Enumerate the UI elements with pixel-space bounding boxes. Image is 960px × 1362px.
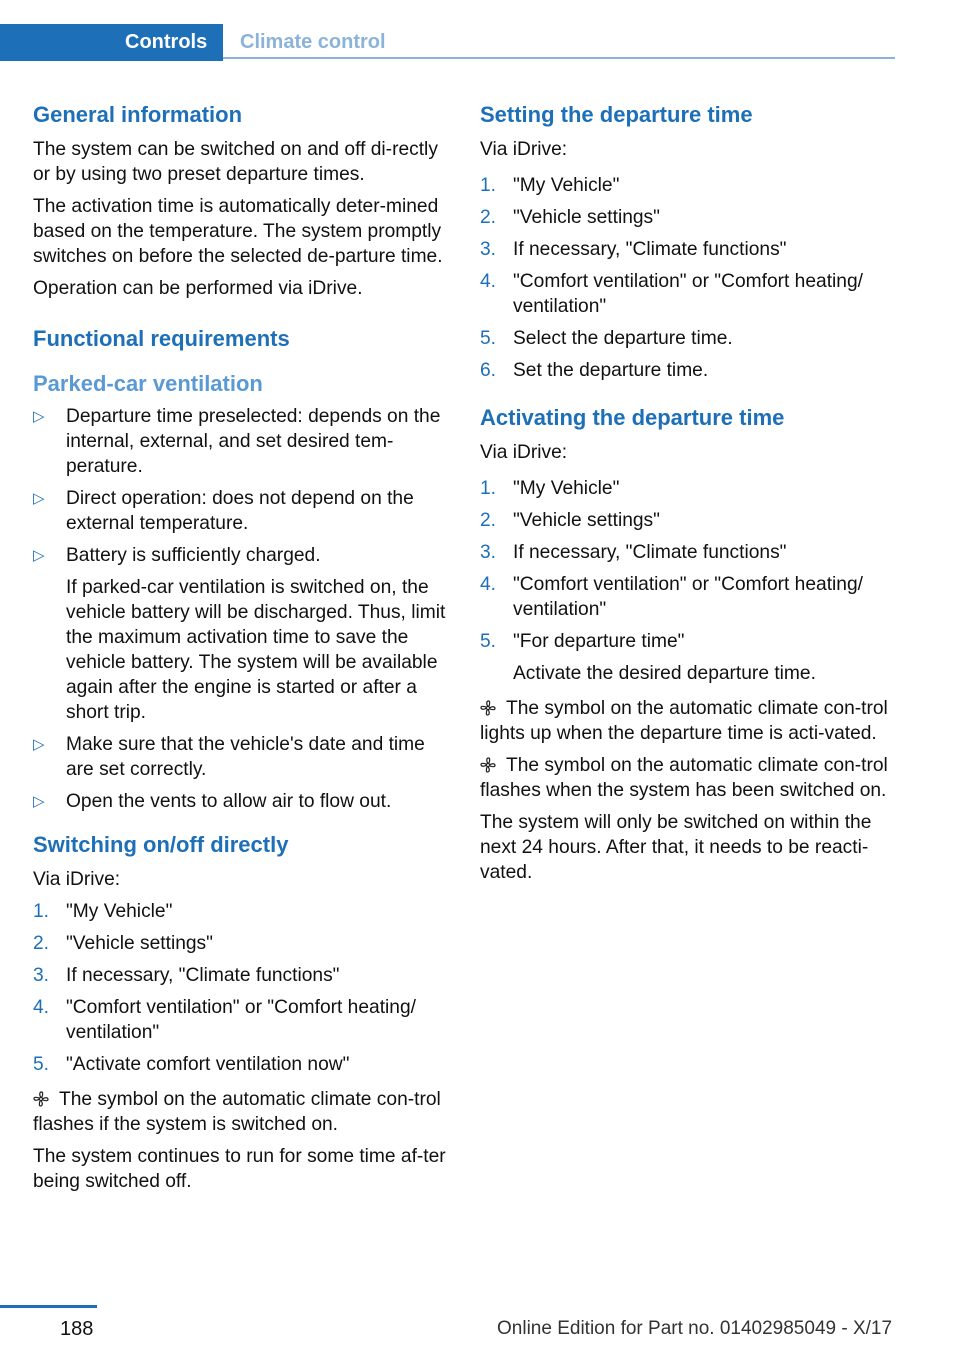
list-item: 4. "Comfort ventilation" or "Comfort heating/ ventilation" [480,271,863,317]
list-item: 5. "Activate comfort ventilation now" [33,1054,350,1075]
page-number: 188 [60,1318,94,1340]
list-item: ▷ Battery is sufficiently charged. If parked-car ventilation is switched on, the vehicle battery will be discharged. Thus, limit the maximum activation time to save the vehicle battery. The system will be available again after the engine is started or after a short trip. [33,543,453,725]
icon-note-lights-up: The symbol on the automatic climate con-trol lights up when the departure time is acti-vated. [480,698,888,744]
setting-departure-time-heading: Setting the departure time [480,102,753,127]
list-item: 5. "For departure time" Activate the desired departure time. [480,629,900,686]
right-column [480,100,900,892]
general-paragraph-1: The system can be switched on and off di-rectly or by using two preset departure times. [33,139,438,185]
functional-requirements-heading: Functional requirements [33,326,290,351]
parked-car-ventilation-heading: Parked-car ventilation [33,371,263,396]
general-paragraph-2: The activation time is automatically deter-mined based on the temperature. The system promptly switches on before the selected de-parture time. [33,196,443,267]
requirements-list [33,404,453,814]
left-column [33,100,453,1201]
list-item: 2. "Vehicle settings" [480,510,660,531]
list-item: 2. "Vehicle settings" [480,207,660,228]
list-item: 3. If necessary, "Climate functions" [480,542,787,563]
switching-directly-heading: Switching on/off directly [33,832,289,857]
edition-label: Online Edition for Part no. 01402985049 - X/17 [497,1318,893,1339]
fan-icon [480,700,496,716]
triangle-bullet-icon: ▷ [33,793,45,810]
general-paragraph-3: Operation can be performed via iDrive. [33,278,363,299]
tab-controls[interactable]: Controls [0,24,223,61]
battery-note: If parked-car ventilation is switched on, the vehicle battery will be discharged. Thus, limit the maximum activation time to save the vehicle battery. The system will be available again after the engine is started or after a short trip. [66,577,446,723]
tab-climate-control[interactable]: Climate control [223,24,895,59]
icon-note: The symbol on the automatic climate con-trol flashes if the system is switched on. [33,1089,441,1135]
list-item: ▷ Open the vents to allow air to flow out. [33,791,392,812]
activating-steps [480,476,900,686]
list-item: 1. "My Vehicle" [480,478,620,499]
via-idrive-label: Via iDrive: [33,869,121,890]
footer-rule [0,1305,97,1308]
activating-departure-time-heading: Activating the departure time [480,405,785,430]
header-bar [0,24,895,61]
list-item: 1. "My Vehicle" [480,175,620,196]
triangle-bullet-icon: ▷ [33,736,45,753]
list-item: ▷ Make sure that the vehicle's date and time are set correctly. [33,734,425,780]
list-item: 5. Select the departure time. [480,328,733,349]
list-item: 4. "Comfort ventilation" or "Comfort heating/ ventilation" [480,574,863,620]
reactivation-note: The system will only be switched on within the next 24 hours. After that, it needs to be reacti-vated. [480,812,872,883]
list-item: 4. "Comfort ventilation" or "Comfort heating/ ventilation" [33,997,416,1043]
list-item: ▷ Departure time preselected: depends on the internal, external, and set desired tem-perature. [33,406,441,477]
list-item: 3. If necessary, "Climate functions" [33,965,340,986]
icon-note-flashes: The symbol on the automatic climate con-trol flashes when the system has been switched on. [480,755,888,801]
list-item: 6. Set the departure time. [480,360,709,381]
list-item: 2. "Vehicle settings" [33,933,213,954]
list-item: 1. "My Vehicle" [33,901,173,922]
list-item: ▷ Direct operation: does not depend on the external temperature. [33,488,414,534]
fan-icon [480,757,496,773]
fan-icon [33,1091,49,1107]
step-5-subtext: Activate the desired departure time. [513,663,816,684]
general-information-heading: General information [33,102,243,127]
setting-steps [480,173,900,383]
triangle-bullet-icon: ▷ [33,490,45,507]
triangle-bullet-icon: ▷ [33,408,45,425]
triangle-bullet-icon: ▷ [33,547,45,564]
switching-steps [33,899,453,1077]
via-idrive-label: Via iDrive: [480,139,568,160]
via-idrive-label: Via iDrive: [480,442,568,463]
list-item: 3. If necessary, "Climate functions" [480,239,787,260]
after-switch-off-text: The system continues to run for some time af-ter being switched off. [33,1146,446,1192]
